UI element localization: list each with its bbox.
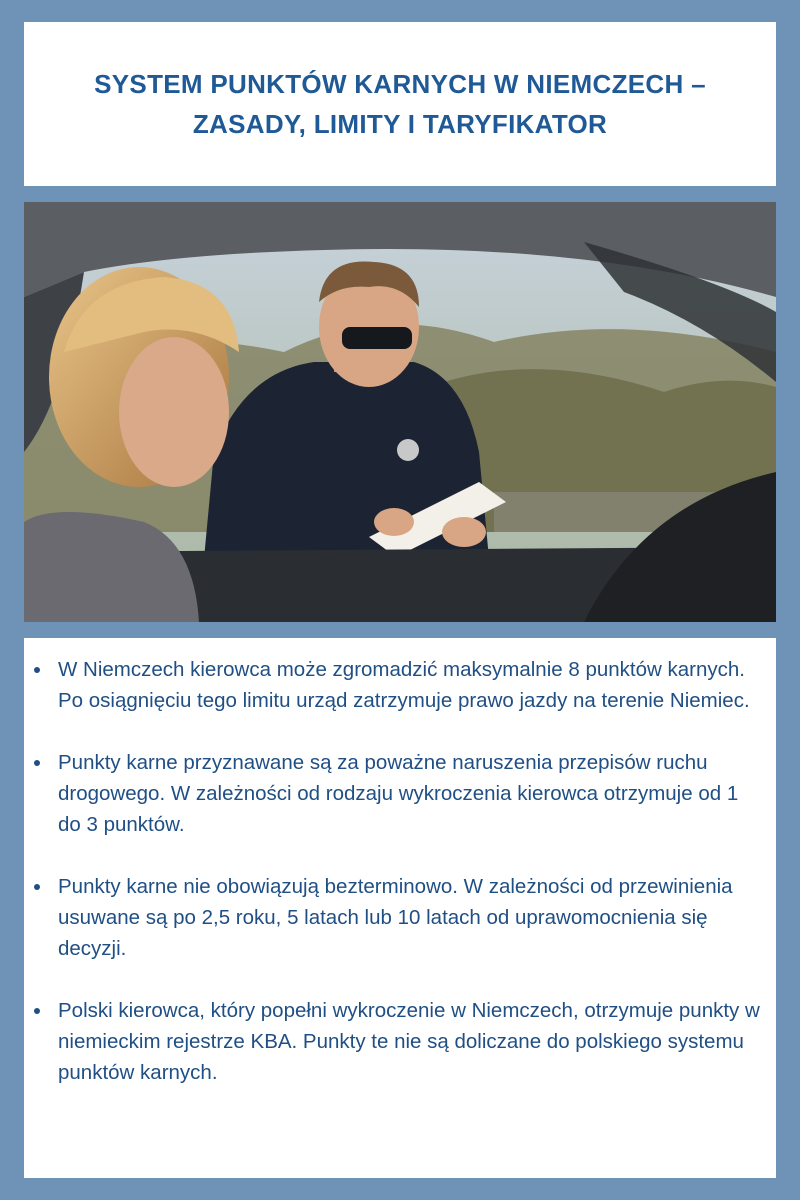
list-item xyxy=(34,995,764,1088)
bullet-icon xyxy=(34,667,40,673)
page-title-line-2: ZASADY, LIMITY I TARYFIKATOR xyxy=(192,109,608,139)
list-item xyxy=(34,654,764,716)
police-stop-photo xyxy=(24,202,776,622)
list-item xyxy=(34,871,764,964)
point-text: Punkty karne nie obowiązują bezterminowo. W zależności od przewinienia usuwane są po 2,5 roku, 5 latach lub 10 latach od uprawomocnienia się decyzji. xyxy=(58,875,733,960)
title-panel xyxy=(24,22,776,186)
list-item xyxy=(34,747,764,840)
point-text: Punkty karne przyznawane są za poważne naruszenia przepisów ruchu drogowego. W zależności od rodzaju wykroczenia kierowca otrzymuje od 1 do 3 punktów. xyxy=(58,751,739,836)
point-text: Polski kierowca, który popełni wykroczenie w Niemczech, otrzymuje punkty w niemieckim rejestrze KBA. Punkty te nie są doliczane do polskiego systemu punktów karnych. xyxy=(58,999,760,1084)
points-list xyxy=(34,654,764,1119)
page-title-line-1: SYSTEM PUNKTÓW KARNYCH W NIEMCZECH – xyxy=(94,69,706,99)
bullet-icon xyxy=(34,884,40,890)
bullet-icon xyxy=(34,1008,40,1014)
info-panel xyxy=(24,638,776,1178)
bullet-icon xyxy=(34,760,40,766)
point-text: W Niemczech kierowca może zgromadzić maksymalnie 8 punktów karnych. Po osiągnięciu tego limitu urząd zatrzymuje prawo jazdy na terenie Niemiec. xyxy=(58,658,750,712)
